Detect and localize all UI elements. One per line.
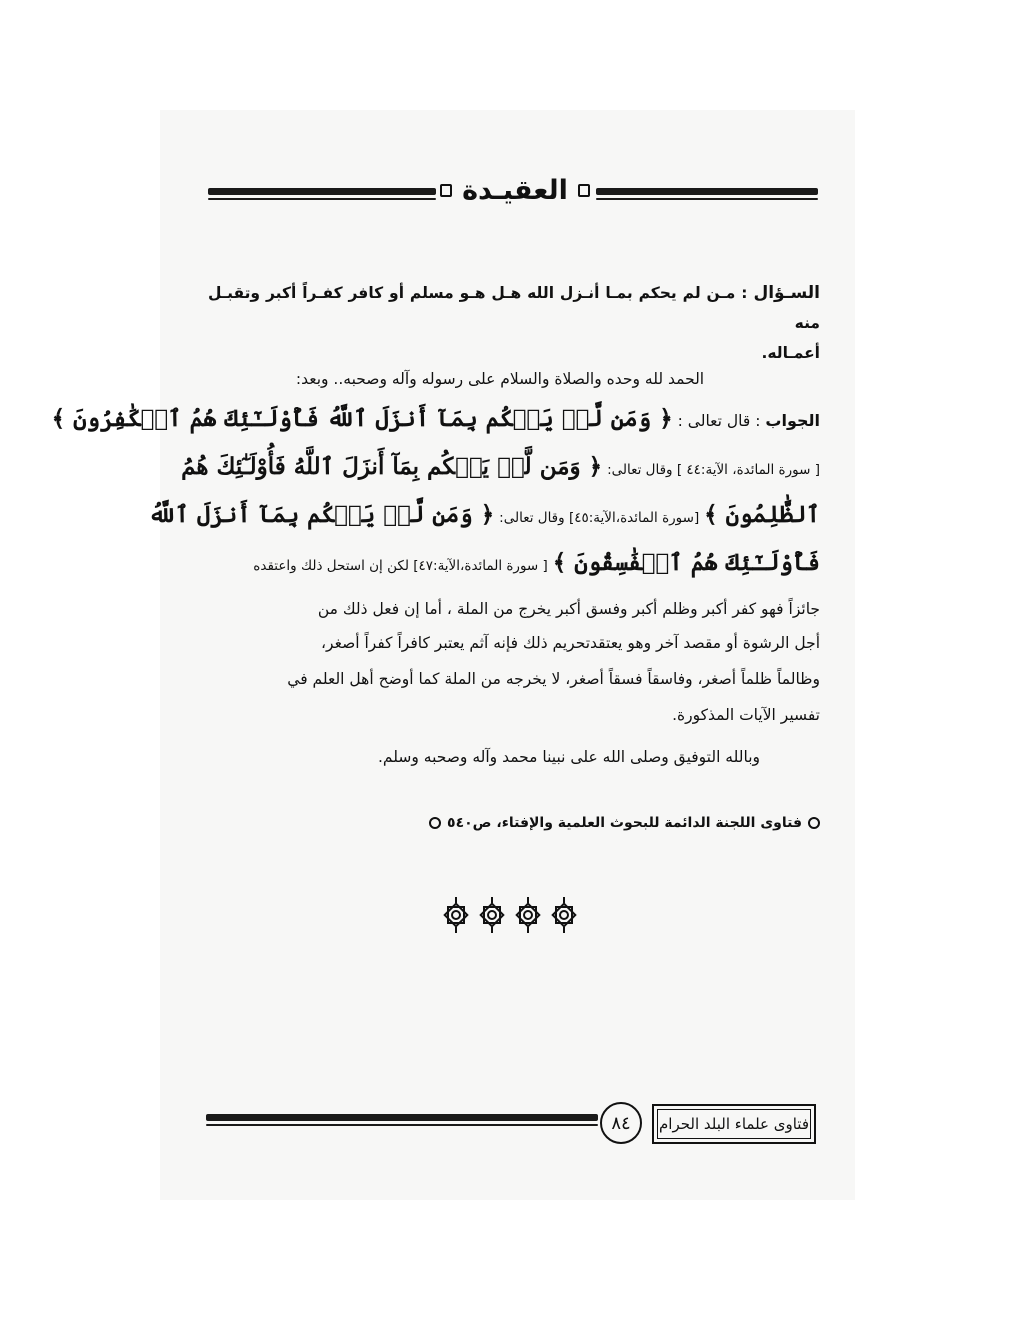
circle-bullet-icon — [429, 817, 441, 829]
quran-verse-2b: ٱلظَّٰلِمُونَ ﴾ — [704, 501, 820, 528]
header-rule-right — [596, 188, 818, 195]
section-title: العقيـدة — [462, 174, 568, 206]
quran-verse-1: ﴿ وَمَن لَّمۡ يَحۡكُم بِمَآ أَنزَلَ ٱللَّهُ فَأُوْلَـٰٓئِكَ هُمُ ٱلۡكَٰفِرُونَ ﴾ — [51, 405, 673, 432]
square-icon — [578, 184, 590, 197]
circle-bullet-icon — [808, 817, 820, 829]
answer-preamble: الحمد لله وحده والصلاة والسلام على رسوله وآله وصحبه.. وبعد: — [295, 370, 705, 388]
answer-line-7: وظالماً ظلماً أصغر، وفاسقاً فسقاً أصغر، لا يخرجه من الملة كما أوضح أهل العلم في — [287, 670, 820, 688]
verse-ref-2: [سورة المائدة،الآية:٤٥] وقال تعالى: — [499, 510, 700, 526]
footer-rule — [206, 1114, 598, 1121]
question-line-1 — [208, 278, 820, 338]
page-number: ٨٤ — [600, 1102, 642, 1144]
header-rule-left — [208, 188, 436, 195]
verse-ref-3: [ سورة المائدة،الآية:٤٧] لكن إن استحل ذلك واعتقده — [253, 558, 548, 574]
source-text: فتاوى اللجنة الدائمة للبحوث العلمية والإفتاء، ص٥٤٠ — [447, 815, 802, 831]
answer-line-3 — [148, 500, 820, 533]
book-title: فتاوى علماء البلد الحرام — [657, 1109, 811, 1139]
answer-line-8: تفسير الآيات المذكورة. — [672, 706, 820, 724]
star-ornament-icon — [548, 896, 580, 934]
question-text: : مـن لم يحكم بمـا أنـزل الله هـل هـو مسلم أو كافر كفـراً أكبر وتقبـل منه — [208, 284, 820, 332]
answer-line-2 — [181, 452, 820, 485]
answer-line-6: أجل الرشوة أو مقصد آخر وهو يعتقدتحريم ذلك فإنه آثم يعتبر كافراً كفراً أصغر، — [321, 634, 820, 652]
answer-line-1 — [51, 404, 820, 436]
answer-intro: : قال تعالى : — [677, 412, 761, 430]
footer-rule-thin — [206, 1124, 598, 1126]
quran-verse-3a: ﴿ وَمَن لَّمۡ يَحۡكُم بِمَآ أَنزَلَ ٱللَّهُ — [148, 501, 495, 528]
answer-line-5: جائزاً فهو كفر أكبر وظلم أكبر وفسق أكبر يخرج من الملة ، أما إن فعل ذلك من — [317, 600, 820, 618]
question-label: السـؤال — [753, 283, 820, 303]
question-line-2: أعمـاله. — [761, 344, 820, 362]
quran-verse-3b: فَأُوْلَـٰٓئِكَ هُمُ ٱلۡفَٰسِقُونَ ﴾ — [552, 549, 820, 576]
source-citation — [429, 815, 820, 831]
ornament-divider — [440, 896, 580, 934]
quran-verse-2a: ﴿ وَمَن لَّمۡ يَحۡكُم بِمَآ أَنزَلَ ٱللَّهُ فَأُوْلَـٰٓئِكَ هُمُ — [181, 453, 603, 480]
verse-ref-1: [ سورة المائدة، الآية:٤٤ ] وقال تعالى: — [607, 462, 820, 478]
answer-label: الجواب — [765, 411, 820, 430]
closing-line: وبالله التوفيق وصلى الله على نبينا محمد وآله وصحبه وسلم. — [377, 748, 760, 766]
book-title-box — [652, 1104, 816, 1144]
star-ornament-icon — [440, 896, 472, 934]
section-header — [440, 172, 590, 208]
star-ornament-icon — [512, 896, 544, 934]
answer-line-4 — [208, 548, 820, 581]
header-rule-right-thin — [596, 198, 818, 200]
header-rule-left-thin — [208, 198, 436, 200]
square-icon — [440, 184, 452, 197]
star-ornament-icon — [476, 896, 508, 934]
